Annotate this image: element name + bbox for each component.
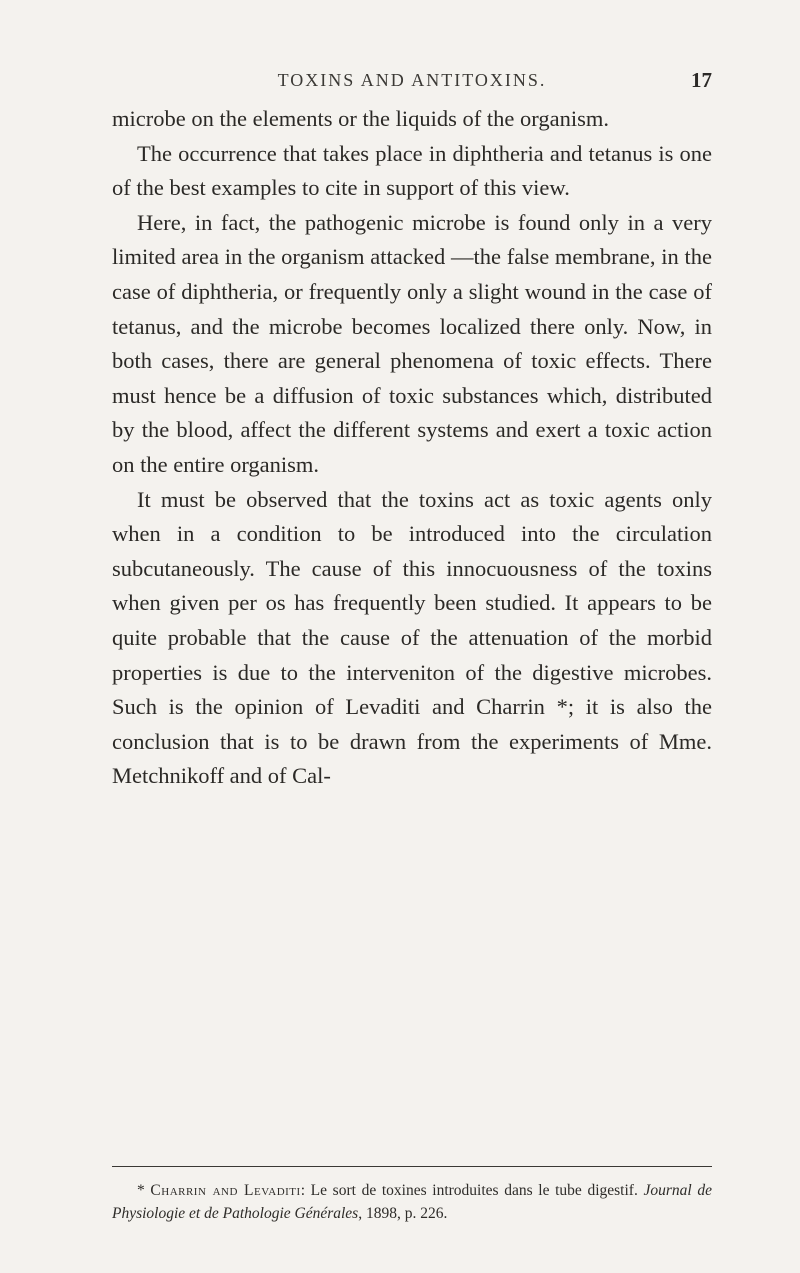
body-text (112, 102, 712, 794)
paragraph: Here, in fact, the pathogenic microbe is found only in a very limited area in the organism attacked —the false membrane, in the case of diphtheria, or frequently only a slight wound in the case of tetanus, and the microbe becomes localized there only. Now, in both cases, there are general phenomena of toxic effects. There must hence be a diffusion of toxic substances which, distributed by the blood, affect the different systems and exert a toxic action on the entire organism. (112, 209, 712, 477)
footnote-journal: Journal de Physiologie et de Pathologie Générales (112, 1182, 712, 1222)
footnote (112, 1179, 712, 1225)
paragraph: It must be observed that the toxins act as toxic agents only when in a condition to be introduced into the circulation subcutaneously. The cause of this innocuousness of the toxins when given per os has frequently been studied. It appears to be quite probable that the cause of the attenuation of the morbid properties is due to the interveniton of the digestive microbes. Such is the opinion of Levaditi and Charrin *; it is also the conclusion that is to be drawn from the experiments of Mme. Metchnikoff and of Cal- (112, 486, 712, 789)
footnote-title: : Le sort de toxines introduites dans le tube digestif. (300, 1182, 638, 1199)
page-number: 17 (691, 68, 712, 92)
footnote-marker: * (137, 1182, 145, 1199)
footnote-citation: , 1898, p. 226. (358, 1205, 448, 1222)
paragraph: The occurrence that takes place in diphtheria and tetanus is one of the best examples to cite in support of this view. (112, 140, 712, 201)
footnote-text (112, 1179, 712, 1225)
footnote-divider (112, 1166, 712, 1167)
running-head (112, 70, 712, 94)
running-title: TOXINS AND ANTITOXINS. (277, 70, 547, 90)
footnote-authors: Charrin and Levaditi (150, 1182, 301, 1199)
paragraph-continued: microbe on the elements or the liquids of the organism. (112, 106, 609, 131)
